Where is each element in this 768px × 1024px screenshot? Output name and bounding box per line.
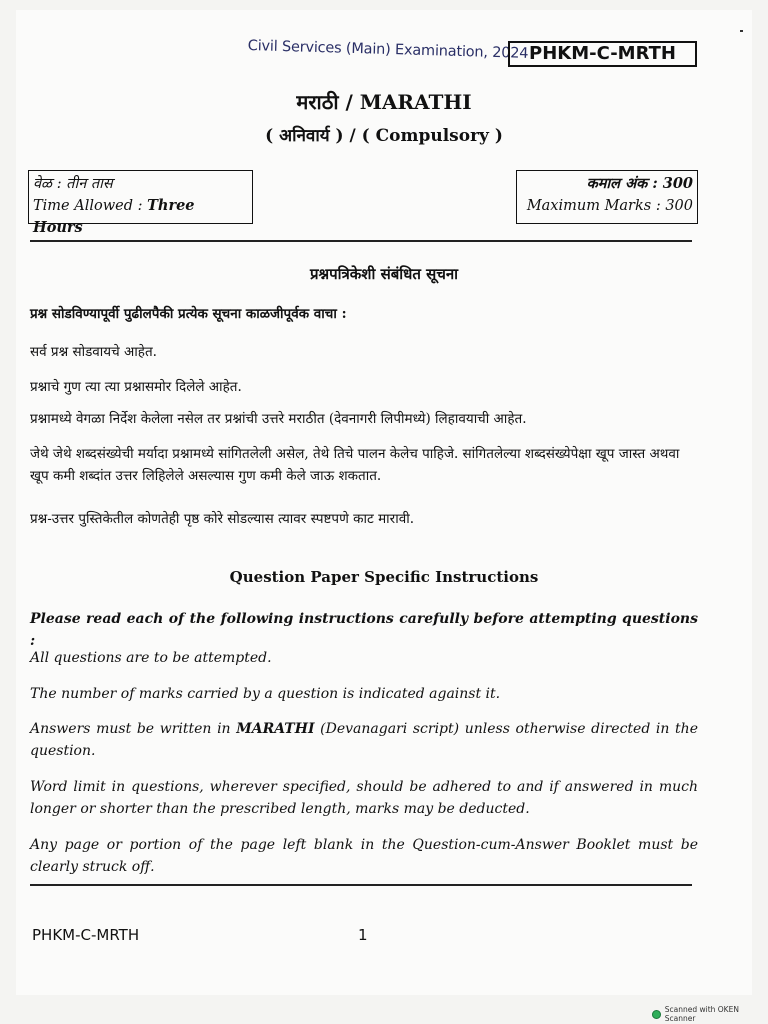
english-item-5: Any page or portion of the page left blank in the Question-cum-Answer Booklet must be clearly struck off. bbox=[30, 837, 698, 875]
divider-bottom bbox=[30, 884, 692, 886]
english-item-4: Word limit in questions, wherever specified, should be adhered to and if answered in much longer or shorter than the prescribed length, marks may be deducted. bbox=[30, 779, 698, 817]
time-allowed-box bbox=[28, 170, 253, 236]
page-number: 1 bbox=[358, 926, 368, 944]
marathi-item-5: प्रश्न-उत्तर पुस्तिकेतील कोणतेही पृष्ठ कोरे सोडल्यास त्यावर स्पष्टपणे काट मारावी. bbox=[30, 511, 414, 527]
time-english: Time Allowed : Three Hours bbox=[33, 197, 195, 236]
scan-speck bbox=[740, 30, 743, 32]
english-item-1: All questions are to be attempted. bbox=[30, 650, 272, 666]
english-item-3: Answers must be written in MARATHI (Devanagari script) unless otherwise directed in the question. bbox=[30, 721, 698, 759]
marathi-instructions-heading: प्रश्नपत्रिकेशी संबंधित सूचना bbox=[309, 265, 459, 283]
english-instructions-heading: Question Paper Specific Instructions bbox=[229, 568, 539, 586]
marathi-item-3: प्रश्नामध्ये वेगळा निर्देश केलेला नसेल तर प्रश्नांची उत्तरे मराठीत (देवनागरी लिपीमध्ये) लिहावयाची आहेत. bbox=[30, 411, 527, 427]
paper-type: ( अनिवार्य ) / ( Compulsory ) bbox=[265, 126, 503, 146]
marathi-item-1: सर्व प्रश्न सोडवायचे आहेत. bbox=[30, 344, 157, 360]
divider-top bbox=[30, 240, 692, 242]
marks-english: Maximum Marks : 300 bbox=[526, 198, 693, 214]
scanner-logo-icon bbox=[652, 1010, 661, 1019]
maximum-marks-box bbox=[516, 170, 698, 224]
exam-title: Civil Services (Main) Examination, 2024 bbox=[247, 38, 529, 62]
marks-marathi: कमाल अंक : 300 bbox=[586, 175, 693, 192]
marathi-item-2: प्रश्नाचे गुण त्या त्या प्रश्नासमोर दिलेले आहेत. bbox=[30, 379, 242, 395]
marathi-intro: प्रश्न सोडविण्यापूर्वी पुढीलपैकी प्रत्येक सूचना काळजीपूर्वक वाचा : bbox=[30, 306, 347, 322]
marathi-item-4: जेथे जेथे शब्दसंख्येची मर्यादा प्रश्नामध्ये सांगितलेली असेल, तेथे तिचे पालन केलेच पाहिजे. सांगितलेल्या शब्दसंख्येपेक्षा खूप जास्त अथवा खूप कमी शब्दांत उत्तर लिहिलेले असल्यास गुण कमी केले जाऊ शकतात. bbox=[30, 446, 680, 484]
paper-code-box: PHKM-C-MRTH bbox=[508, 41, 697, 67]
footer-paper-code: PHKM-C-MRTH bbox=[32, 926, 140, 944]
english-item-2: The number of marks carried by a question is indicated against it. bbox=[30, 686, 501, 702]
english-intro: Please read each of the following instructions carefully before attempting questions : bbox=[30, 611, 698, 649]
scanner-text: Scanned with OKEN Scanner bbox=[664, 1005, 739, 1023]
subject-title: मराठी / MARATHI bbox=[296, 90, 472, 114]
time-marathi: वेळ : तीन तास bbox=[33, 176, 113, 192]
scanner-watermark bbox=[652, 1005, 768, 1023]
